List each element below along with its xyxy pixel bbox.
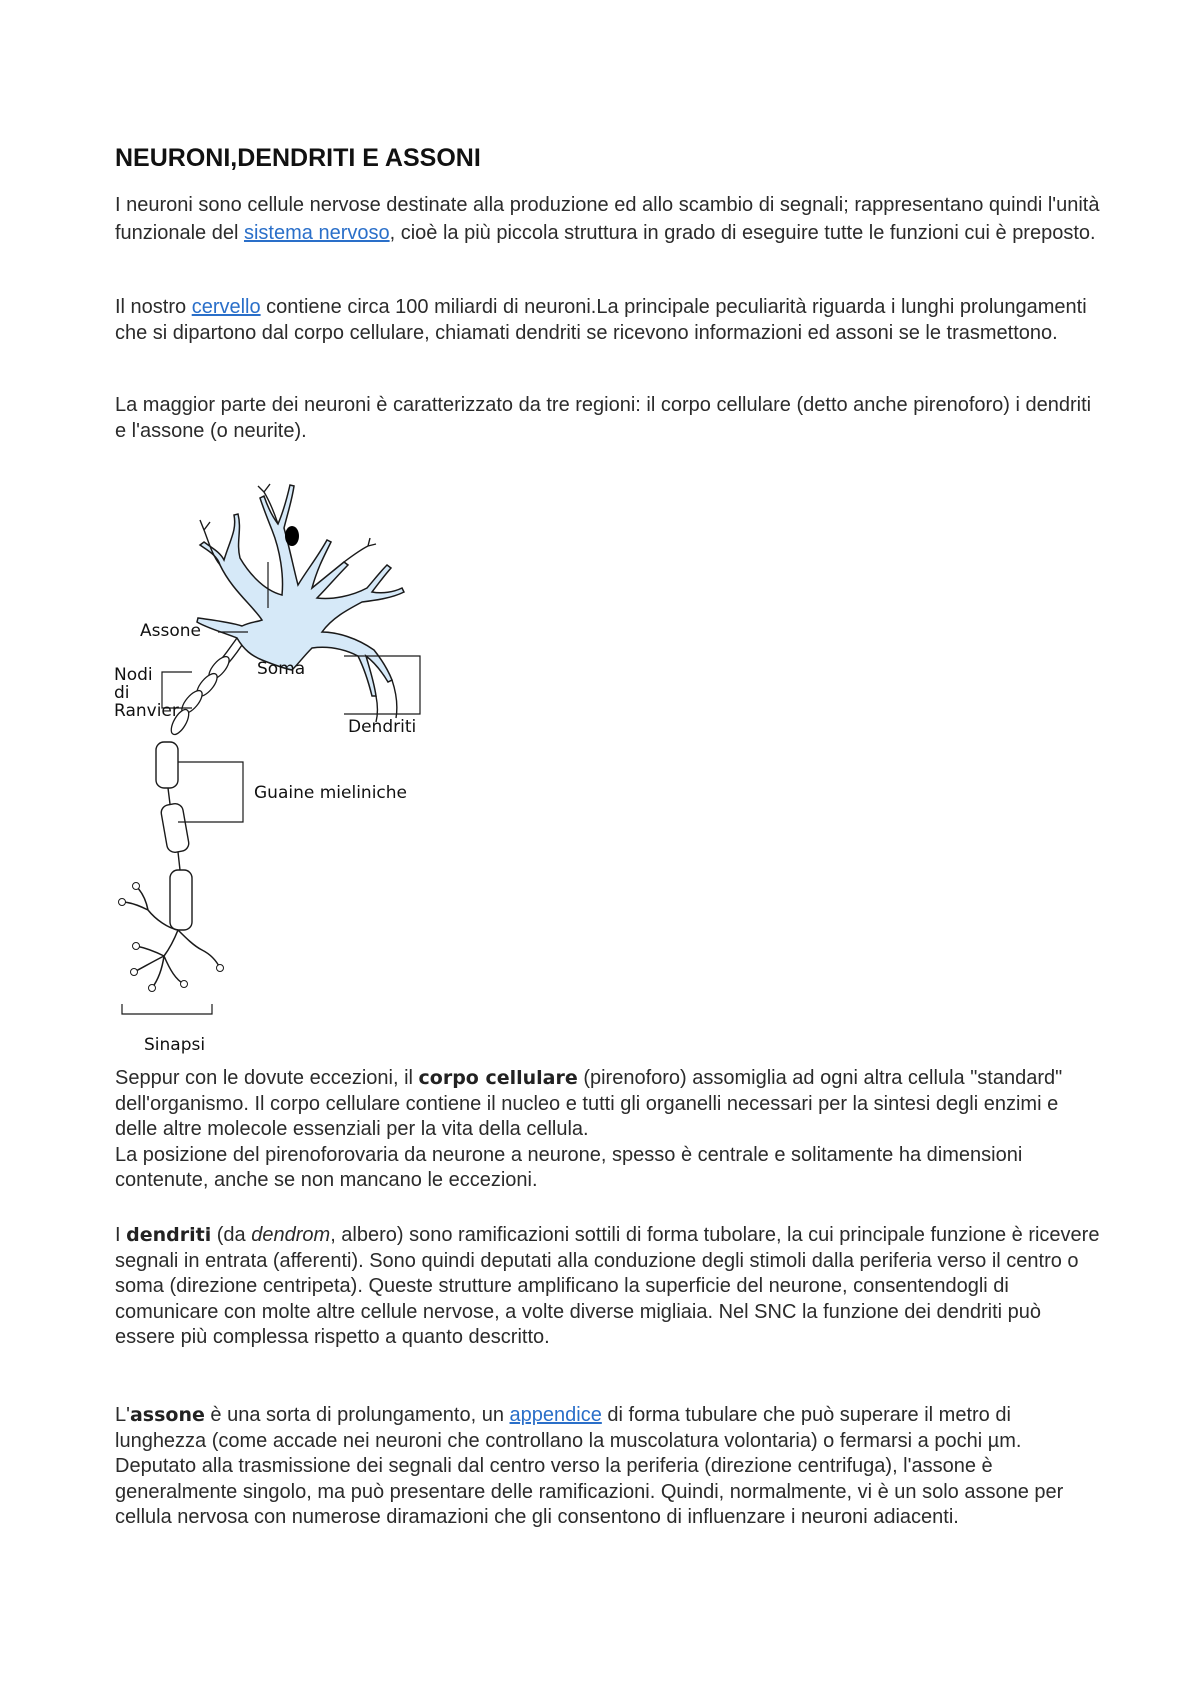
paragraph-text: è una sorta di prolungamento, un <box>204 1404 510 1426</box>
link-cervello[interactable]: cervello <box>191 296 261 318</box>
paragraph-text: La posizione del pirenoforovaria da neurone a neurone, spesso è centrale e solitamente ha dimensioni contenute, anche se non mancano le eccezioni. <box>115 1143 1023 1191</box>
label-ranvier: Ranvier <box>114 701 179 721</box>
page-title: NEURONI,DENDRITI E ASSONI <box>115 144 481 172</box>
term-dendrom: dendrom <box>251 1224 331 1246</box>
paragraph-text: I <box>115 1224 127 1246</box>
term-dendriti: dendriti <box>126 1224 212 1246</box>
term-assone: assone <box>129 1404 205 1426</box>
paragraph-regioni: La maggior parte dei neuroni è caratterizzato da tre regioni: il corpo cellulare (detto anche pirenoforo) i dendriti e l'assone (o neurite). <box>115 394 1092 442</box>
label-nodi: Nodi <box>114 665 153 685</box>
label-di: di <box>114 683 130 703</box>
label-sinapsi: Sinapsi <box>144 1035 206 1055</box>
paragraph-text: , cioè la più piccola struttura in grado di eseguire tutte le funzioni cui è preposto. <box>389 221 1096 244</box>
paragraph-assone <box>115 1403 1100 1531</box>
label-soma: Soma <box>257 659 306 679</box>
paragraph-text: Il nostro <box>115 296 192 318</box>
paragraph-corpo-cellulare <box>115 1066 1100 1194</box>
neuron-diagram <box>112 470 430 1062</box>
paragraph-text: contiene circa 100 miliardi di neuroni.La principale peculiarità riguarda i lunghi prolungamenti che si dipartono dal corpo cellulare, chiamati dendriti se ricevono informazioni ed assoni se le trasmettono. <box>115 296 1087 344</box>
label-assone: Assone <box>140 621 201 641</box>
paragraph-text: Seppur con le dovute eccezioni, il <box>115 1067 419 1089</box>
label-dendriti: Dendriti <box>348 717 417 737</box>
paragraph-text: (da <box>211 1224 252 1246</box>
link-appendice[interactable]: appendice <box>509 1404 602 1426</box>
paragraph-intro <box>115 192 1100 247</box>
nucleus-shape <box>285 526 299 546</box>
paragraph-dendriti <box>115 1223 1100 1351</box>
paragraph-text: (pirenoforo) assomiglia ad ogni altra cellula "standard" dell'organismo. Il corpo cellulare contiene il nucleo e tutti gli organelli necessari per la sintesi degli enzimi e delle altre molecole essenziali per la vita della cellula. <box>115 1067 1063 1140</box>
term-corpo-cellulare: corpo cellulare <box>418 1067 578 1089</box>
paragraph-text: L' <box>115 1404 130 1426</box>
label-guaine-mieliniche: Guaine mieliniche <box>254 783 407 803</box>
paragraph-text: , albero) sono ramificazioni sottili di forma tubolare, la cui principale funzione è ricevere segnali in entrata (afferenti). Sono quindi deputati alla conduzione degli stimoli dalla periferia verso il centro o soma (direzione centripeta). Queste strutture amplificano la superficie del neurone, consentendogli di comunicare con molte altre cellule nervose, a volte diverse migliaia. Nel SNC la funzione dei dendriti può essere più complessa rispetto a quanto descritto. <box>115 1224 1100 1348</box>
paragraph-text: I neuroni sono cellule nervose destinate alla produzione ed allo scambio di segnali; rappresentano quindi l'unità funzionale del <box>115 194 1100 244</box>
paragraph-text: di forma tubulare che può superare il metro di lunghezza (come accade nei neuroni che controllano la muscolatura volontaria) o fermarsi a pochi µm. Deputato alla trasmissione dei segnali dal centro verso la periferia (direzione centrifuga), l'assone è generalmente singolo, ma può presentare delle ramificazioni. Quindi, normalmente, vi è un solo assone per cellula nervosa con numerose diramazioni che gli consentono di influenzare i neuroni adiacenti. <box>115 1404 1064 1528</box>
paragraph-cervello <box>115 295 1100 346</box>
link-sistema-nervoso[interactable]: sistema nervoso <box>243 221 390 244</box>
